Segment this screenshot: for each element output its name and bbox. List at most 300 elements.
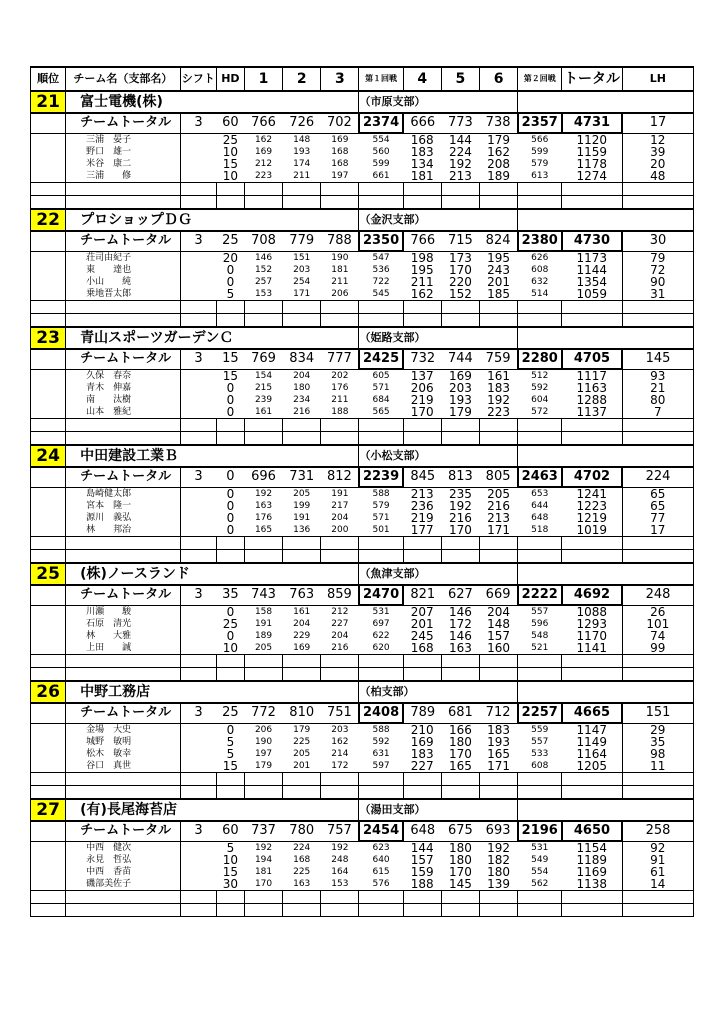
empty-cell bbox=[518, 655, 562, 668]
player-g5: 144 bbox=[448, 133, 472, 146]
empty-cell bbox=[359, 196, 403, 210]
empty-cell bbox=[359, 301, 403, 314]
empty-cell bbox=[321, 773, 359, 786]
player-r1: 565 bbox=[372, 407, 390, 417]
empty-cell bbox=[216, 301, 244, 314]
player-lh: 29 bbox=[622, 723, 693, 736]
player-lh: 21 bbox=[622, 382, 693, 394]
header-row bbox=[31, 67, 694, 91]
team-total-row bbox=[31, 821, 694, 841]
player-g2: 205 bbox=[293, 488, 311, 499]
player-g5: 169 bbox=[448, 369, 472, 382]
player-r2: 549 bbox=[531, 855, 549, 865]
player-g4: 168 bbox=[410, 642, 434, 655]
player-g4: 195 bbox=[410, 264, 434, 276]
rank-spacer bbox=[31, 419, 66, 432]
results-sheet bbox=[30, 66, 694, 917]
player-g4: 170 bbox=[410, 406, 434, 419]
empty-cell bbox=[403, 301, 441, 314]
player-g6: 183 bbox=[487, 723, 511, 736]
player-total: 1293 bbox=[576, 618, 608, 630]
player-g4: 137 bbox=[410, 369, 434, 382]
rank-spacer bbox=[31, 406, 66, 419]
team-total-total: 4650 bbox=[562, 821, 622, 841]
player-g4: 227 bbox=[410, 760, 434, 773]
empty-cell bbox=[359, 314, 403, 328]
player-shift bbox=[180, 276, 216, 288]
player-g2: 136 bbox=[293, 525, 311, 535]
player-shift bbox=[180, 841, 216, 854]
player-g3: 192 bbox=[331, 842, 349, 853]
empty-cell bbox=[321, 301, 359, 314]
empty-cell bbox=[622, 183, 693, 196]
player-r1: 560 bbox=[372, 147, 390, 157]
empty-cell bbox=[66, 904, 181, 917]
player-g1: 206 bbox=[254, 724, 273, 735]
empty-cell bbox=[359, 655, 403, 668]
player-g2: 161 bbox=[293, 606, 311, 617]
team-total-lh: 224 bbox=[622, 467, 693, 487]
player-hd: 20 bbox=[222, 251, 239, 264]
player-total: 1019 bbox=[576, 524, 608, 537]
player-g3: 211 bbox=[331, 395, 349, 405]
player-row bbox=[31, 841, 694, 854]
player-g6: 192 bbox=[487, 841, 511, 854]
empty-cell bbox=[622, 301, 693, 314]
player-g3: 188 bbox=[331, 407, 349, 417]
empty-cell bbox=[359, 537, 403, 550]
player-g6: 213 bbox=[487, 512, 511, 524]
player-total: 1219 bbox=[576, 512, 608, 524]
rank-spacer bbox=[31, 618, 66, 630]
empty-cell bbox=[562, 432, 622, 446]
player-shift bbox=[180, 146, 216, 158]
empty-cell bbox=[66, 550, 181, 564]
player-shift bbox=[180, 500, 216, 512]
player-hd: 10 bbox=[222, 170, 239, 183]
player-g6: 182 bbox=[487, 854, 511, 866]
player-g1: 181 bbox=[254, 867, 273, 877]
player-hd: 25 bbox=[222, 618, 239, 630]
empty-cell bbox=[244, 655, 282, 668]
player-lh: 101 bbox=[622, 618, 693, 630]
player-shift bbox=[180, 133, 216, 146]
player-g3: 211 bbox=[331, 277, 349, 287]
player-g5: 145 bbox=[448, 878, 472, 891]
player-g5: 163 bbox=[448, 642, 472, 655]
team-header-spacer bbox=[518, 91, 694, 113]
player-g1: 194 bbox=[254, 855, 273, 865]
rank-spacer bbox=[31, 537, 66, 550]
empty-cell bbox=[216, 550, 244, 564]
team-total-lh: 145 bbox=[622, 349, 693, 369]
col-game-3: 3 bbox=[321, 67, 359, 91]
team-total-r1: 2350 bbox=[359, 231, 403, 251]
empty-cell bbox=[480, 196, 518, 210]
empty-cell bbox=[622, 550, 693, 564]
player-g1: 192 bbox=[254, 488, 273, 499]
team-total-g1: 772 bbox=[244, 703, 282, 723]
empty-cell bbox=[180, 550, 216, 564]
empty-cell bbox=[283, 891, 321, 904]
player-lh: 61 bbox=[622, 866, 693, 878]
player-lh: 14 bbox=[622, 878, 693, 891]
empty-cell bbox=[441, 183, 479, 196]
empty-cell bbox=[403, 537, 441, 550]
player-row bbox=[31, 748, 694, 760]
player-g6: 157 bbox=[487, 630, 511, 642]
player-name: 荘司由紀子 bbox=[66, 251, 181, 264]
player-shift bbox=[180, 158, 216, 170]
player-g2: 205 bbox=[293, 749, 311, 759]
team-total-g1: 766 bbox=[244, 113, 282, 133]
team-total-lh: 151 bbox=[622, 703, 693, 723]
player-g6: 161 bbox=[487, 369, 511, 382]
player-hd: 5 bbox=[226, 841, 235, 854]
empty-cell bbox=[66, 196, 181, 210]
player-total: 1178 bbox=[576, 158, 608, 170]
team-total-hd: 25 bbox=[216, 703, 244, 723]
team-total-label: チームトータル bbox=[66, 467, 181, 487]
team-total-g2: 731 bbox=[283, 467, 321, 487]
player-r1: 501 bbox=[372, 525, 390, 535]
player-g3: 206 bbox=[331, 289, 349, 299]
player-g4: 188 bbox=[410, 878, 434, 891]
empty-cell bbox=[66, 419, 181, 432]
empty-cell bbox=[441, 537, 479, 550]
empty-row bbox=[31, 196, 694, 210]
rank-spacer bbox=[31, 760, 66, 773]
empty-row bbox=[31, 904, 694, 917]
player-total: 1169 bbox=[576, 866, 608, 878]
empty-row bbox=[31, 891, 694, 904]
player-total: 1205 bbox=[576, 760, 608, 773]
empty-cell bbox=[562, 904, 622, 917]
team-total-g3: 751 bbox=[321, 703, 359, 723]
player-g2: 168 bbox=[293, 855, 311, 865]
empty-cell bbox=[244, 314, 282, 328]
player-name: 林 邦治 bbox=[66, 524, 181, 537]
player-shift bbox=[180, 369, 216, 382]
player-g3: 202 bbox=[331, 370, 349, 381]
empty-cell bbox=[244, 183, 282, 196]
player-row bbox=[31, 251, 694, 264]
empty-cell bbox=[359, 183, 403, 196]
player-r2: 608 bbox=[531, 265, 549, 275]
empty-cell bbox=[403, 196, 441, 210]
empty-row bbox=[31, 655, 694, 668]
empty-cell bbox=[180, 419, 216, 432]
rank-spacer bbox=[31, 231, 66, 251]
rank-spacer bbox=[31, 550, 66, 564]
player-g5: 173 bbox=[448, 251, 472, 264]
player-g6: 216 bbox=[487, 500, 511, 512]
player-lh: 93 bbox=[622, 369, 693, 382]
player-g3: 248 bbox=[331, 855, 349, 865]
empty-cell bbox=[244, 550, 282, 564]
col-game-4: 4 bbox=[403, 67, 441, 91]
player-g6: 179 bbox=[487, 133, 511, 146]
player-r2: 559 bbox=[531, 725, 549, 735]
empty-cell bbox=[180, 183, 216, 196]
col-hd: HD bbox=[216, 67, 244, 91]
player-shift bbox=[180, 524, 216, 537]
team-header-spacer bbox=[518, 209, 694, 231]
col-rank: 順位 bbox=[31, 67, 66, 91]
player-g2: 225 bbox=[293, 867, 311, 877]
player-g1: 205 bbox=[254, 643, 273, 653]
empty-row bbox=[31, 668, 694, 682]
player-shift bbox=[180, 605, 216, 618]
empty-cell bbox=[403, 655, 441, 668]
player-r1: 545 bbox=[372, 289, 390, 299]
player-name: 中西 健次 bbox=[66, 841, 181, 854]
rank-spacer bbox=[31, 904, 66, 917]
team-total-g3: 812 bbox=[321, 467, 359, 487]
player-name: 三浦 修 bbox=[66, 170, 181, 183]
player-g5: 192 bbox=[448, 158, 472, 170]
player-total: 1354 bbox=[576, 276, 608, 288]
empty-cell bbox=[283, 773, 321, 786]
player-g3: 176 bbox=[331, 383, 349, 393]
player-hd: 0 bbox=[226, 500, 235, 512]
player-hd: 0 bbox=[226, 723, 235, 736]
team-total-label: チームトータル bbox=[66, 113, 181, 133]
player-g5: 180 bbox=[448, 854, 472, 866]
empty-cell bbox=[66, 786, 181, 800]
team-total-g6: 669 bbox=[480, 585, 518, 605]
team-total-g2: 810 bbox=[283, 703, 321, 723]
rank-spacer bbox=[31, 736, 66, 748]
empty-cell bbox=[66, 314, 181, 328]
empty-cell bbox=[216, 655, 244, 668]
team-branch: （小松支部） bbox=[359, 445, 518, 467]
player-g5: 170 bbox=[448, 264, 472, 276]
player-hd: 10 bbox=[222, 854, 239, 866]
player-r1: 531 bbox=[372, 607, 390, 617]
empty-cell bbox=[359, 773, 403, 786]
empty-cell bbox=[321, 891, 359, 904]
team-branch: （湯田支部） bbox=[359, 799, 518, 821]
empty-cell bbox=[562, 786, 622, 800]
player-g2: 204 bbox=[293, 370, 311, 381]
team-total-label: チームトータル bbox=[66, 231, 181, 251]
player-shift bbox=[180, 642, 216, 655]
empty-cell bbox=[480, 301, 518, 314]
empty-cell bbox=[622, 773, 693, 786]
player-g5: 146 bbox=[448, 630, 472, 642]
team-name: 青山スポーツガーデンＣ bbox=[66, 327, 359, 349]
team-total-r1: 2470 bbox=[359, 585, 403, 605]
empty-cell bbox=[244, 196, 282, 210]
player-total: 1164 bbox=[576, 748, 608, 760]
player-g1: 197 bbox=[254, 749, 273, 759]
player-g5: 216 bbox=[448, 512, 472, 524]
player-g4: 162 bbox=[410, 288, 434, 301]
rank-spacer bbox=[31, 786, 66, 800]
player-total: 1149 bbox=[576, 736, 608, 748]
empty-cell bbox=[441, 196, 479, 210]
team-total-g3: 777 bbox=[321, 349, 359, 369]
player-row bbox=[31, 878, 694, 891]
team-total-g6: 824 bbox=[480, 231, 518, 251]
team-branch: （姫路支部） bbox=[359, 327, 518, 349]
player-g3: 217 bbox=[331, 501, 349, 511]
empty-cell bbox=[66, 655, 181, 668]
empty-cell bbox=[441, 419, 479, 432]
empty-cell bbox=[403, 419, 441, 432]
player-row bbox=[31, 500, 694, 512]
team-total-r2: 2357 bbox=[518, 113, 562, 133]
empty-cell bbox=[321, 786, 359, 800]
empty-cell bbox=[518, 301, 562, 314]
player-g2: 224 bbox=[293, 842, 311, 853]
player-name: 南 汰樹 bbox=[66, 394, 181, 406]
player-hd: 0 bbox=[226, 487, 235, 500]
player-g2: 174 bbox=[293, 159, 311, 169]
player-total: 1223 bbox=[576, 500, 608, 512]
team-total-g4: 648 bbox=[403, 821, 441, 841]
player-hd: 0 bbox=[226, 512, 235, 524]
player-g4: 159 bbox=[410, 866, 434, 878]
rank-spacer bbox=[31, 891, 66, 904]
team-total-hd: 60 bbox=[216, 821, 244, 841]
player-total: 1159 bbox=[576, 146, 608, 158]
team-total-g2: 834 bbox=[283, 349, 321, 369]
player-r1: 588 bbox=[372, 725, 390, 735]
player-hd: 30 bbox=[222, 878, 239, 891]
team-total-row bbox=[31, 467, 694, 487]
player-g1: 146 bbox=[254, 252, 273, 263]
rank-spacer bbox=[31, 170, 66, 183]
player-g5: 180 bbox=[448, 736, 472, 748]
player-hd: 0 bbox=[226, 264, 235, 276]
player-shift bbox=[180, 406, 216, 419]
player-row bbox=[31, 487, 694, 500]
player-g3: 203 bbox=[331, 724, 349, 735]
rank-spacer bbox=[31, 773, 66, 786]
col-game-6: 6 bbox=[480, 67, 518, 91]
rank-spacer bbox=[31, 288, 66, 301]
empty-cell bbox=[66, 537, 181, 550]
player-lh: 65 bbox=[622, 487, 693, 500]
player-g1: 165 bbox=[254, 525, 273, 535]
player-g5: 152 bbox=[448, 288, 472, 301]
team-total-g3: 757 bbox=[321, 821, 359, 841]
empty-cell bbox=[518, 786, 562, 800]
col-shift: シフト bbox=[180, 67, 216, 91]
empty-cell bbox=[283, 550, 321, 564]
player-g1: 162 bbox=[254, 134, 273, 145]
team-total-g4: 845 bbox=[403, 467, 441, 487]
player-g3: 181 bbox=[331, 265, 349, 275]
empty-cell bbox=[518, 314, 562, 328]
rank-spacer bbox=[31, 467, 66, 487]
empty-cell bbox=[518, 550, 562, 564]
player-total: 1189 bbox=[576, 854, 608, 866]
empty-cell bbox=[562, 550, 622, 564]
empty-cell bbox=[359, 786, 403, 800]
rank-spacer bbox=[31, 113, 66, 133]
team-total-r2: 2196 bbox=[518, 821, 562, 841]
empty-cell bbox=[403, 432, 441, 446]
player-row bbox=[31, 382, 694, 394]
empty-cell bbox=[283, 904, 321, 917]
empty-cell bbox=[562, 655, 622, 668]
team-total-shift: 3 bbox=[180, 703, 216, 723]
rank-spacer bbox=[31, 668, 66, 682]
team-total-shift: 3 bbox=[180, 231, 216, 251]
player-g1: 257 bbox=[254, 277, 273, 287]
empty-cell bbox=[66, 891, 181, 904]
empty-cell bbox=[518, 773, 562, 786]
player-g5: 170 bbox=[448, 524, 472, 537]
rank-spacer bbox=[31, 512, 66, 524]
player-r2: 579 bbox=[531, 159, 549, 169]
empty-cell bbox=[359, 668, 403, 682]
player-g1: 161 bbox=[254, 407, 273, 417]
empty-cell bbox=[441, 904, 479, 917]
empty-cell bbox=[622, 904, 693, 917]
player-lh: 91 bbox=[622, 854, 693, 866]
rank-spacer bbox=[31, 866, 66, 878]
player-g4: 157 bbox=[410, 854, 434, 866]
player-row bbox=[31, 406, 694, 419]
team-total-g3: 788 bbox=[321, 231, 359, 251]
player-g1: 176 bbox=[254, 513, 273, 523]
player-g1: 169 bbox=[254, 147, 273, 157]
empty-cell bbox=[403, 668, 441, 682]
player-row bbox=[31, 723, 694, 736]
empty-cell bbox=[403, 786, 441, 800]
empty-cell bbox=[216, 314, 244, 328]
empty-cell bbox=[283, 537, 321, 550]
empty-cell bbox=[216, 786, 244, 800]
team-header-row bbox=[31, 563, 694, 585]
player-r1: 547 bbox=[372, 253, 390, 263]
player-g3: 169 bbox=[331, 134, 349, 145]
player-hd: 5 bbox=[226, 748, 235, 760]
player-g4: 207 bbox=[410, 605, 434, 618]
player-lh: 99 bbox=[622, 642, 693, 655]
player-g2: 203 bbox=[293, 265, 311, 275]
player-row bbox=[31, 854, 694, 866]
team-total-r2: 2280 bbox=[518, 349, 562, 369]
player-g4: 210 bbox=[410, 723, 434, 736]
player-lh: 17 bbox=[622, 524, 693, 537]
rank-badge: 22 bbox=[31, 209, 66, 231]
player-g1: 190 bbox=[254, 737, 273, 747]
empty-cell bbox=[480, 891, 518, 904]
player-g3: 172 bbox=[331, 761, 349, 771]
player-g1: 189 bbox=[254, 631, 273, 641]
team-total-g4: 789 bbox=[403, 703, 441, 723]
rank-spacer bbox=[31, 748, 66, 760]
team-total-r1: 2239 bbox=[359, 467, 403, 487]
empty-cell bbox=[480, 537, 518, 550]
empty-cell bbox=[359, 550, 403, 564]
rank-spacer bbox=[31, 821, 66, 841]
player-g6: 195 bbox=[487, 251, 511, 264]
player-name: 金場 大史 bbox=[66, 723, 181, 736]
player-r2: 596 bbox=[531, 619, 549, 629]
player-g5: 170 bbox=[448, 866, 472, 878]
empty-cell bbox=[562, 314, 622, 328]
player-g1: 153 bbox=[254, 289, 273, 299]
rank-spacer bbox=[31, 854, 66, 866]
team-total-g4: 666 bbox=[403, 113, 441, 133]
rank-badge: 27 bbox=[31, 799, 66, 821]
